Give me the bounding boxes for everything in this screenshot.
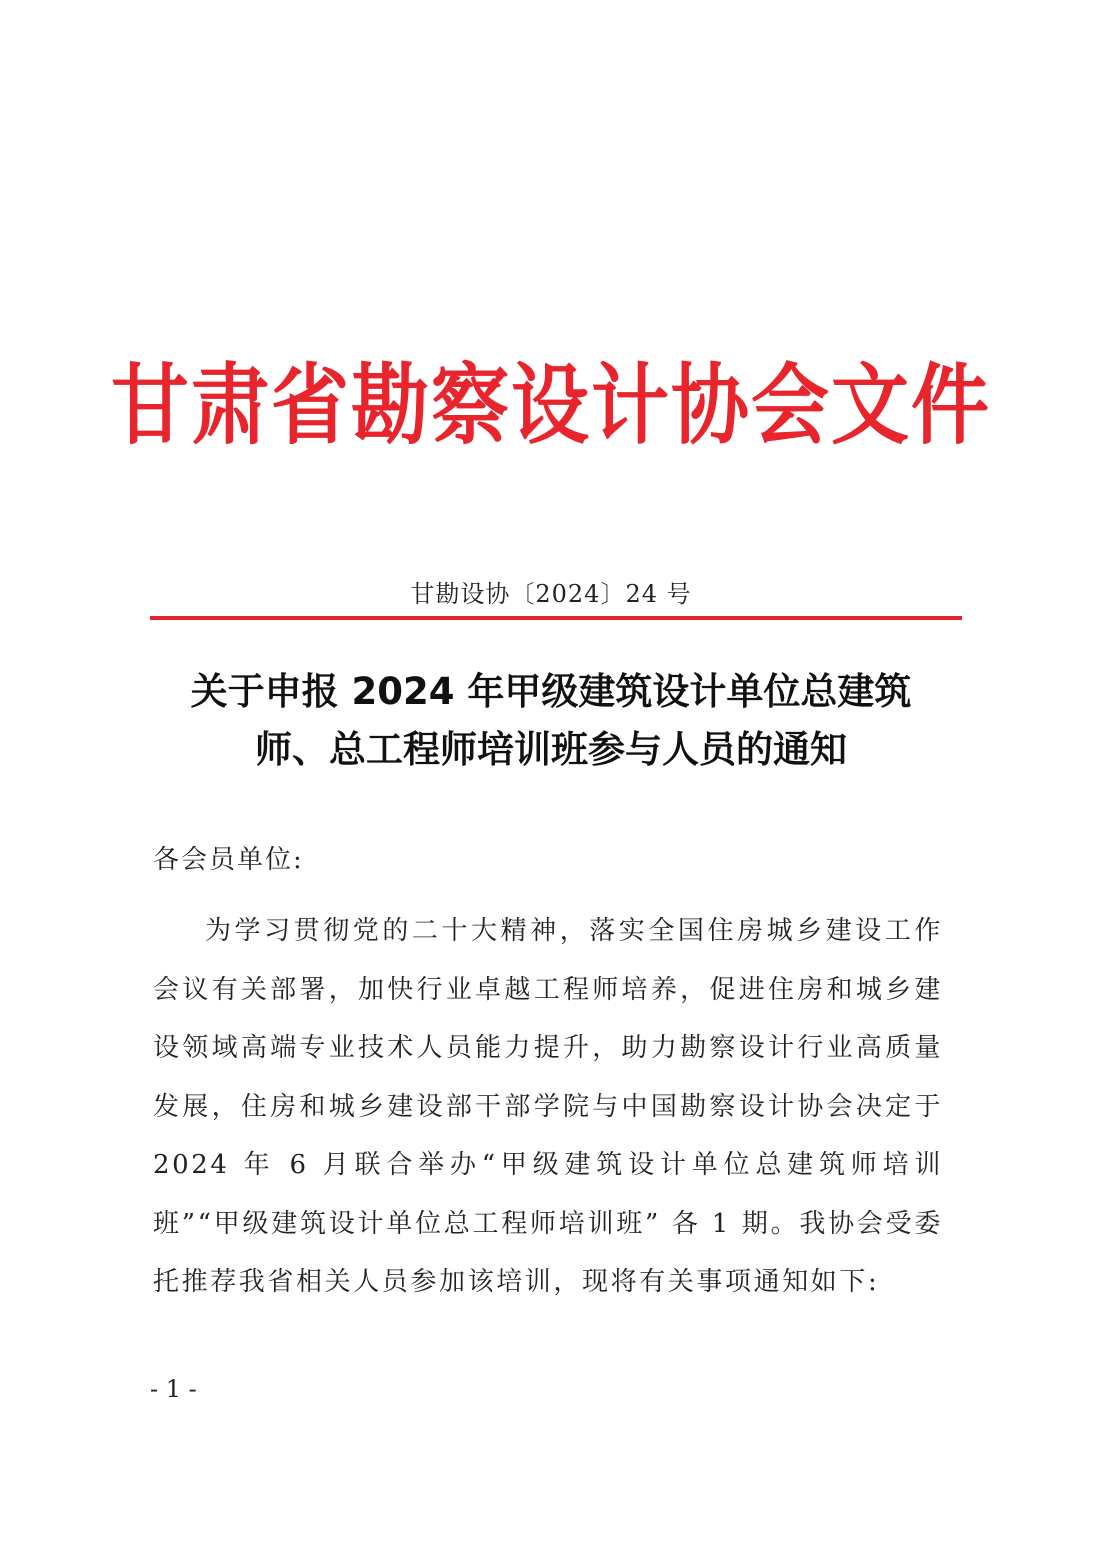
salutation: 各会员单位:: [153, 845, 304, 875]
notice-title-line-2: 师、总工程师培训班参与人员的通知: [255, 728, 847, 771]
notice-title-line-1: 关于申报 2024 年甲级建筑设计单位总建筑: [190, 670, 912, 713]
body-paragraph: 为学习贯彻党的二十大精神，落实全国住房城乡建设工作会议有关部署，加快行业卓越工程师培养，促进住房和城乡建设领域高端专业技术人员能力提升，助力勘察设计行业高质量发展，住房和城乡建设部干部学院与中国勘察设计协会决定于 2024 年 6 月联合举办“甲级建筑设计单位总建筑师培训班”“甲级建筑设计单位总工程师培训班” 各 1 期。我协会受委托推荐我省相关人员参加该培训，现将有关事项通知如下:: [153, 916, 943, 1297]
red-separator-line: [150, 616, 962, 620]
masthead-title: 甘肃省勘察设计协会文件: [110, 356, 991, 457]
document-number: 甘勘设协〔2024〕24 号: [410, 580, 692, 608]
page-number: - 1 -: [150, 1375, 197, 1403]
notice-title: [110, 663, 992, 779]
